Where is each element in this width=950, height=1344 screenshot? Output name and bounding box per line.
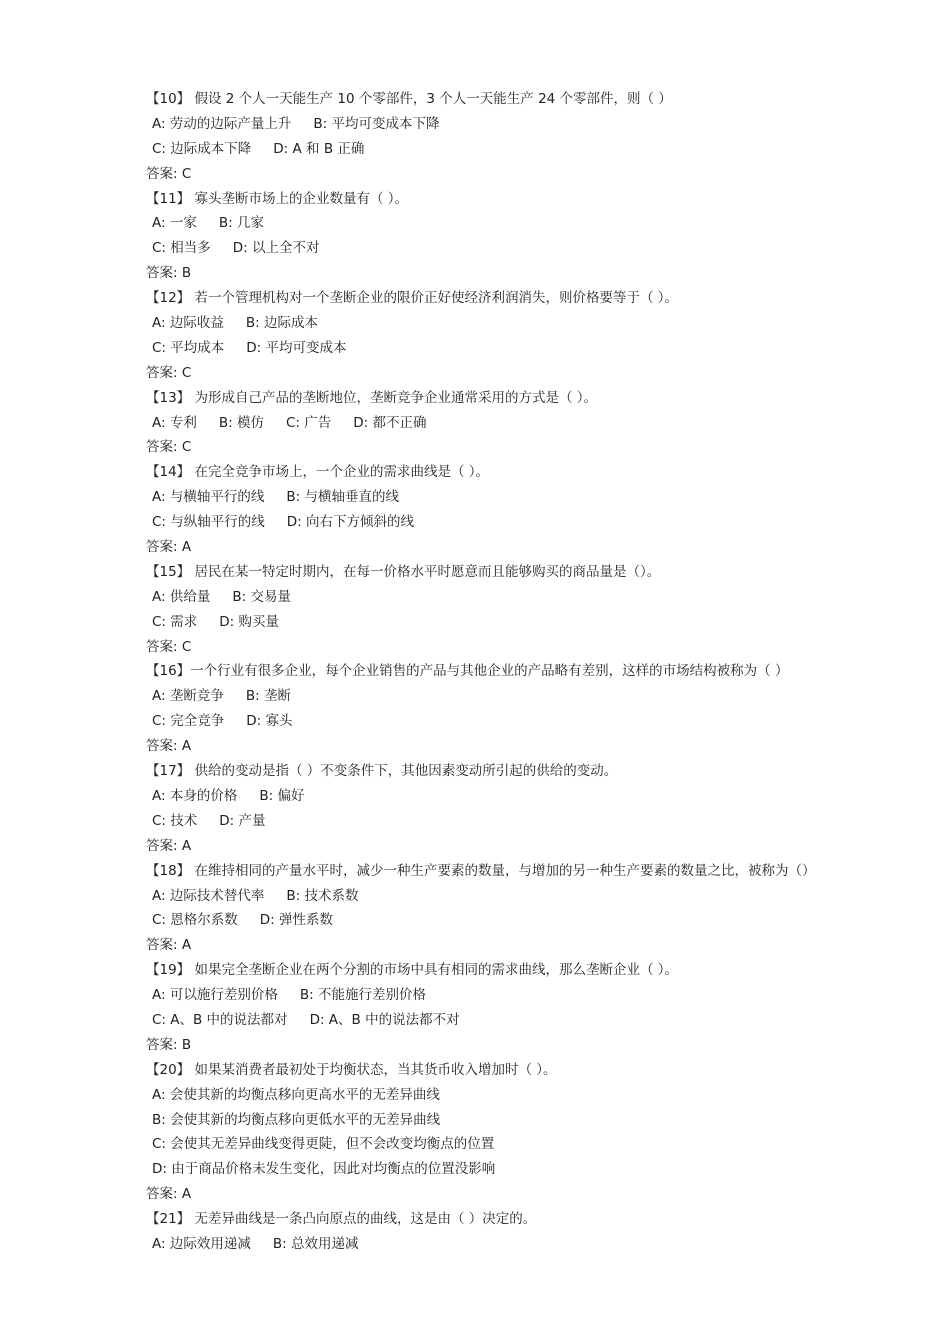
option-text: B: 与横轴垂直的线 <box>286 489 399 506</box>
option-text: C: 会使其无差异曲线变得更陡，但不会改变均衡点的位置 <box>152 1136 495 1153</box>
question-stem: 【13】 为形成自己产品的垄断地位，垄断竞争企业通常采用的方式是（ ）。 <box>146 389 598 406</box>
option-text: C: A、B 中的说法都对 <box>152 1011 288 1028</box>
option-text: B: 几家 <box>218 215 264 232</box>
option-text: A: 一家 <box>152 215 197 232</box>
option-text: A: 边际效用递减 <box>152 1235 251 1252</box>
option-text: B: 垄断 <box>245 688 291 705</box>
option-row <box>146 485 826 510</box>
answer-line: 答案: A <box>146 837 192 854</box>
option-row <box>146 884 826 909</box>
option-text: A: 供给量 <box>152 588 211 605</box>
option-text: B: 偏好 <box>259 787 305 804</box>
answer-line: 答案: A <box>146 738 192 755</box>
option-text: D: 都不正确 <box>353 414 427 431</box>
option-text: D: 以上全不对 <box>232 240 320 257</box>
option-text: B: 交易量 <box>232 588 291 605</box>
option-row <box>146 784 826 809</box>
answer-line: 答案: C <box>146 165 192 182</box>
option-row <box>146 709 826 734</box>
option-row <box>146 411 826 436</box>
option-text: A: 边际收益 <box>152 315 224 332</box>
option-text: D: 向右下方倾斜的线 <box>286 514 415 531</box>
option-row <box>146 510 826 535</box>
question-stem: 【20】 如果某消费者最初处于均衡状态，当其货币收入增加时（ ）。 <box>146 1061 557 1078</box>
option-text: B: 不能施行差别价格 <box>299 987 426 1004</box>
question-stem: 【21】 无差异曲线是一条凸向原点的曲线，这是由（ ）决定的。 <box>146 1211 537 1228</box>
option-text: D: 产量 <box>219 812 266 829</box>
option-row <box>146 684 826 709</box>
option-text: A: 与横轴平行的线 <box>152 489 265 506</box>
option-row <box>146 1008 826 1033</box>
option-text: C: 边际成本下降 <box>152 140 252 157</box>
answer-line: 答案: A <box>146 539 192 556</box>
option-text: C: 与纵轴平行的线 <box>152 514 265 531</box>
question-stem: 【12】 若一个管理机构对一个垄断企业的限价正好使经济利润消失，则价格要等于（ ）。 <box>146 290 679 307</box>
option-text: A: 垄断竞争 <box>152 688 224 705</box>
option-row <box>146 137 826 162</box>
option-text: B: 模仿 <box>218 414 264 431</box>
option-text: C: 完全竞争 <box>152 713 225 730</box>
option-text: D: A 和 B 正确 <box>273 140 365 157</box>
option-text: D: 由于商品价格未发生变化，因此对均衡点的位置没影响 <box>152 1161 496 1178</box>
option-text: A: 本身的价格 <box>152 787 238 804</box>
option-text: B: 平均可变成本下降 <box>313 115 440 132</box>
option-text: D: 寡头 <box>246 713 293 730</box>
option-row <box>146 1157 826 1182</box>
option-text: C: 平均成本 <box>152 339 225 356</box>
option-row <box>146 809 826 834</box>
option-row <box>146 1132 826 1157</box>
option-text: A: 会使其新的均衡点移向更高水平的无差异曲线 <box>152 1086 440 1103</box>
question-stem: 【17】 供给的变动是指（ ）不变条件下，其他因素变动所引起的供给的变动。 <box>146 763 618 780</box>
option-row <box>146 1083 826 1108</box>
option-text: D: A、B 中的说法都不对 <box>309 1011 460 1028</box>
option-text: B: 总效用递减 <box>272 1235 359 1252</box>
answer-line: 答案: B <box>146 1036 192 1053</box>
question-stem: 【19】 如果完全垄断企业在两个分割的市场中具有相同的需求曲线，那么垄断企业（ ）。 <box>146 962 679 979</box>
answer-line: 答案: C <box>146 364 192 381</box>
option-text: C: 技术 <box>152 812 198 829</box>
answer-line: 答案: B <box>146 265 192 282</box>
option-text: A: 边际技术替代率 <box>152 887 265 904</box>
document-page <box>146 87 826 1257</box>
option-text: A: 劳动的边际产量上升 <box>152 115 292 132</box>
question-stem: 【15】 居民在某一特定时期内，在每一价格水平时愿意而且能够购买的商品量是（）。 <box>146 563 661 580</box>
option-row <box>146 908 826 933</box>
option-text: D: 购买量 <box>219 613 280 630</box>
question-stem: 【11】 寡头垄断市场上的企业数量有（ ）。 <box>146 190 409 207</box>
option-row <box>146 211 826 236</box>
option-text: D: 弹性系数 <box>259 912 334 929</box>
option-text: B: 边际成本 <box>245 315 318 332</box>
answer-line: 答案: A <box>146 1186 192 1203</box>
option-row <box>146 983 826 1008</box>
option-text: C: 恩格尔系数 <box>152 912 238 929</box>
option-row <box>146 311 826 336</box>
question-stem: 【10】 假设 2 个人一天能生产 10 个零部件，3 个人一天能生产 24 个零部件，则（ ） <box>146 91 672 107</box>
option-text: D: 平均可变成本 <box>246 339 347 356</box>
question-stem: 【18】 在维持相同的产量水平时，减少一种生产要素的数量，与增加的另一种生产要素的数量之比，被称为（） <box>146 862 816 879</box>
option-text: C: 广告 <box>285 414 332 431</box>
option-text: B: 技术系数 <box>286 887 359 904</box>
question-stem: 【16】一个行业有很多企业，每个企业销售的产品与其他企业的产品略有差别，这样的市场结构被称为（ ） <box>146 663 789 680</box>
answer-line: 答案: A <box>146 937 192 954</box>
option-text: C: 需求 <box>152 613 198 630</box>
question-stem: 【14】 在完全竞争市场上，一个企业的需求曲线是（ ）。 <box>146 464 490 481</box>
option-row <box>146 336 826 361</box>
answer-line: 答案: C <box>146 638 192 655</box>
option-row <box>146 112 826 137</box>
option-text: A: 可以施行差别价格 <box>152 987 278 1004</box>
option-text: A: 专利 <box>152 414 197 431</box>
option-row <box>146 1108 826 1133</box>
option-text: B: 会使其新的均衡点移向更低水平的无差异曲线 <box>152 1111 441 1128</box>
option-row <box>146 610 826 635</box>
option-row <box>146 236 826 261</box>
answer-line: 答案: C <box>146 439 192 456</box>
option-row <box>146 1232 826 1257</box>
option-text: C: 相当多 <box>152 240 211 257</box>
option-row <box>146 585 826 610</box>
